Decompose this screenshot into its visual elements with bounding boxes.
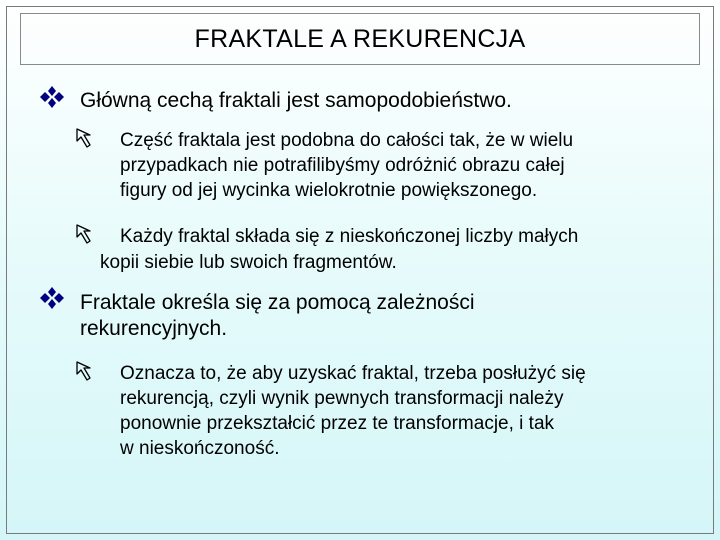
- slide-title-text: FRAKTALE A REKURENCJA: [194, 24, 526, 53]
- sub-bullet-1-2-line-2: kopii siebie lub swoich fragmentów.: [100, 252, 397, 273]
- bullet-2-line-2: rekurencyjnych.: [80, 317, 228, 340]
- sub-bullet-2-1-text: [120, 361, 586, 461]
- outline-arrow-icon: [74, 127, 98, 149]
- sub-bullet-2-1-line-3: ponownie przekształcić przez te transformacje, i tak: [120, 413, 555, 434]
- sub-bullet-1-2-line-2-wrap: [100, 250, 397, 275]
- sub-bullet-1-1-text: [120, 128, 573, 203]
- sub-bullet-1-1-line-1: Część fraktala jest podobna do całości tak, że w wielu: [120, 130, 574, 151]
- slide-title: [20, 13, 700, 65]
- four-diamond-bullet-icon: [40, 287, 64, 309]
- bullet-1-text: [80, 88, 512, 114]
- four-diamond-bullet-icon: [40, 86, 64, 108]
- sub-bullet-2-1-line-2: rekurencją, czyli wynik pewnych transformacji należy: [120, 388, 564, 409]
- sub-bullet-1-1-line-3: figury od jej wycinka wielokrotnie powiększonego.: [120, 180, 538, 201]
- outline-arrow-icon: [74, 223, 98, 245]
- sub-bullet-2-1-line-4: w nieskończoność.: [120, 438, 280, 459]
- bullet-2-text: [80, 290, 475, 342]
- sub-bullet-1-1-line-2: przypadkach nie potrafilibyśmy odróżnić obrazu całej: [120, 155, 565, 176]
- bullet-1-line-1: Główną cechą fraktali jest samopodobieństwo.: [80, 89, 512, 112]
- outline-arrow-icon: [74, 360, 98, 382]
- sub-bullet-1-2-line-1: Każdy fraktal składa się z nieskończonej liczby małych: [120, 226, 579, 247]
- sub-bullet-1-2-line-1-wrap: [120, 224, 578, 249]
- sub-bullet-2-1-line-1: Oznacza to, że aby uzyskać fraktal, trzeba posłużyć się: [120, 363, 586, 384]
- bullet-2-line-1: Fraktale określa się za pomocą zależności: [80, 291, 475, 314]
